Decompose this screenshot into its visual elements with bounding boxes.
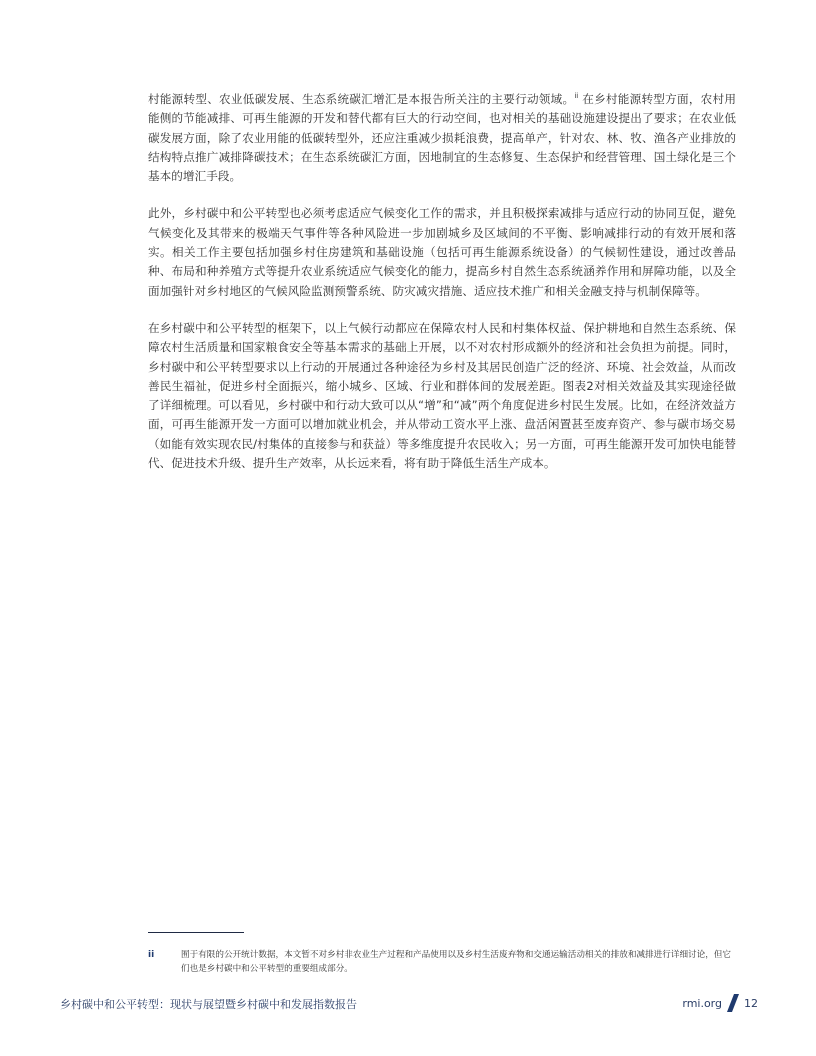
paragraph-2: 此外，乡村碳中和公平转型也必须考虑适应气候变化工作的需求，并且积极探索减排与适应行动的协同互促，避免气候变化及其带来的极端天气事件等各种风险进一步加剧城乡及区域间的不平衡、影响减排行动的有效开展和落实。相关工作主要包括加强乡村住房建筑和基础设施（包括可再生能源系统设备）的气候韧性建设，通过改善品种、布局和种养殖方式等提升农业系统适应气候变化的能力，提高乡村自然生态系统涵养作用和屏障功能，以及全面加强针对乡村地区的气候风险监测预警系统、防灾减灾措施、适应技术推广和相关金融支持与机制保障等。	[148, 206, 736, 298]
paragraph-3: 在乡村碳中和公平转型的框架下，以上气候行动都应在保障农村人民和村集体权益、保护耕地和自然生态系统、保障农村生活质量和国家粮食安全等基本需求的基础上开展，以不对农村形成额外的经济和社会负担为前提。同时，乡村碳中和公平转型要求以上行动的开展通过各种途径为乡村及其居民创造广泛的经济、环境、社会效益，从而改善民生福祉，促进乡村全面振兴，缩小城乡、区域、行业和群体间的发展差距。图表2对相关效益及其实现途径做了详细梳理。可以看见，乡村碳中和行动大致可以从“增”和“减”两个角度促进乡村民生发展。比如，在经济效益方面，可再生能源开发一方面可以增加就业机会，并从带动工资水平上涨、盘活闲置甚至废弃资产、参与碳市场交易（如能有效实现农民/村集体的直接参与和获益）等多维度提升农民收入；另一方面，可再生能源开发可加快电能替代、促进技术升级、提升生产效率，从长远来看，将有助于降低生活生产成本。	[148, 320, 736, 471]
footnote-marker: ii	[148, 950, 155, 960]
footnote	[148, 948, 736, 976]
footer-report-title: 乡村碳中和公平转型：现状与展望暨乡村碳中和发展指数报告	[60, 998, 357, 1011]
footnote-divider	[148, 932, 244, 933]
paragraph-1	[148, 90, 736, 186]
footer-site-link[interactable]: rmi.org	[682, 996, 722, 1010]
body-text	[148, 90, 736, 491]
paragraph-1-text-cont: 在乡村能源转型方面，农村用能侧的节能减排、可再生能源的开发和替代都有巨大的行动空间，也对相关的基础设施建设提出了要求；在农业低碳发展方面，除了农业用能的低碳转型外，还应注重减少损耗浪费，提高单产，针对农、林、牧、渔各产业排放的结构特点推广减排降碳技术；在生态系统碳汇方面，因地制宜的生态修复、生态保护和经营管理、国土绿化是三个基本的增汇手段。	[148, 92, 736, 184]
paragraph-1-text: 村能源转型、农业低碳发展、生态系统碳汇增汇是本报告所关注的主要行动领域。	[148, 92, 575, 106]
footnote-text: 囿于有限的公开统计数据，本文暂不对乡村非农业生产过程和产品使用以及乡村生活废弃物和交通运输活动相关的排放和减排进行详细讨论，但它们也是乡村碳中和公平转型的重要组成部分。	[181, 950, 732, 974]
footer-right	[682, 994, 758, 1012]
slash-icon	[726, 994, 740, 1012]
page-number: 12	[744, 996, 758, 1010]
footnote-reference[interactable]: ii	[574, 92, 579, 101]
